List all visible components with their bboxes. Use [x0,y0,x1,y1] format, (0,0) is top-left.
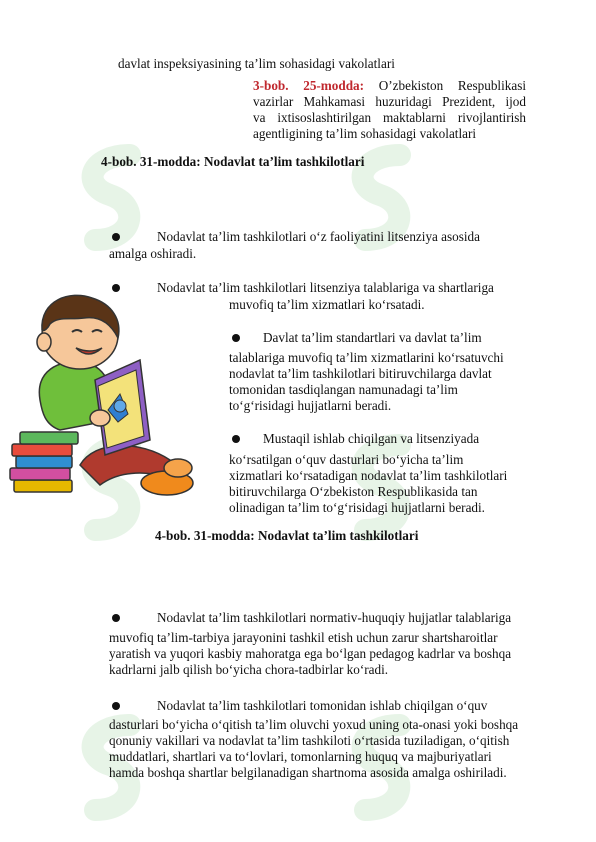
bullet-text-line: muvofiq ta’lim xizmatlari ko‘rsatadi. [229,297,425,312]
section-heading: 4-bob. 31-modda: Nodavlat ta’lim tashkilotlari [101,154,365,169]
bullet-text-line: to‘g‘risidagi hujjatlarni beradi. [229,398,392,413]
bullet-dot [232,435,240,443]
bullet-text-line: muddatlari, shartlari va to‘lovlari, tomonlarning huquq va majburiyatlari [109,749,492,764]
boy-reading-illustration [0,290,200,510]
bullet-text-line: muvofiq ta’lim-tarbiya jarayonini tashkil etish uchun zarur shartsharoitlar [109,630,498,645]
bullet-text-line: Mustaqil ishlab chiqilgan va litsenziyada [263,431,480,446]
bullet-text-line: xizmatlari ko‘rsatadigan nodavlat ta’lim tashkilotlari [229,468,508,483]
bullet-text-line: hamda boshqa shartlar belgilanadigan shartnoma asosida amalga oshiriladi. [109,765,507,780]
reference-line: agentligining ta’lim sohasidagi vakolatlari [253,126,477,141]
bullet-text-line: Nodavlat ta’lim tashkilotlari tomonidan ishlab chiqilgan o‘quv [157,698,488,713]
bullet-dot [112,702,120,710]
reference-label: 3-bob. 25-modda: [253,78,365,93]
bullet-text-line: nodavlat ta’lim tashkilotlari bitiruvchilarga davlat [229,366,492,381]
bullet-text-line: talablariga muvofiq ta’lim xizmatlarini ko‘rsatuvchi [229,350,504,365]
bullet-text-line: bitiruvchilarga O‘zbekiston Respublikasida tan [229,484,478,499]
bullet-dot [232,334,240,342]
reference-line-text: O’zbekiston Respublikasi [364,78,527,93]
reference-line: va ixtisoslashtirilgan maktablarni rivojlantirish [253,110,526,125]
bullet-text-line: Nodavlat ta’lim tashkilotlari o‘z faoliyatini litsenziya asosida [157,229,481,244]
reference-line: vazirlar Mahkamasi huzuridagi Prezident, ijod [253,94,526,109]
bullet-text-line: dasturlari bo‘yicha o‘qitish ta’lim oluvchi yoxud uning ota-onasi yoki boshqa [109,717,519,732]
bullet-text-line: ko‘rsatilgan o‘quv dasturlari bo‘yicha ta’lim [229,452,464,467]
book-stack-icon [10,432,78,492]
bullet-text-line: amalga oshiradi. [109,246,197,261]
bullet-text-line: kadrlarni jalb qilish bo‘yicha chora-tadbirlar ko‘radi. [109,662,389,677]
bullet-text-line: tomonidan tasdiqlangan namunadagi ta’lim [229,382,458,397]
bullet-text-line: Davlat ta’lim standartlari va davlat ta’lim [263,330,482,345]
bullet-dot [112,614,120,622]
bullet-text-line: Nodavlat ta’lim tashkilotlari litsenziya talablariga va shartlariga [157,280,494,295]
top-text-line: davlat inspeksiyasining ta’lim sohasidagi vakolatlari [118,56,395,71]
reference-line [253,78,526,94]
bullet-dot [112,233,120,241]
bullet-text-line: yaratish va yuqori kasbiy mahoratga ega bo‘lgan pedagog kadrlar va boshqa [109,646,512,661]
bullet-text-line: olinadigan ta’lim to‘g‘risidagi hujjatlarni beradi. [229,500,485,515]
section-heading: 4-bob. 31-modda: Nodavlat ta’lim tashkilotlari [155,528,419,543]
bullet-text-line: Nodavlat ta’lim tashkilotlari normativ-huquqiy hujjatlar talablariga [157,610,512,625]
bullet-text-line: qonuniy vakillari va nodavlat ta’lim tashkiloti o‘rtasida tuziladigan, o‘qitish [109,733,510,748]
